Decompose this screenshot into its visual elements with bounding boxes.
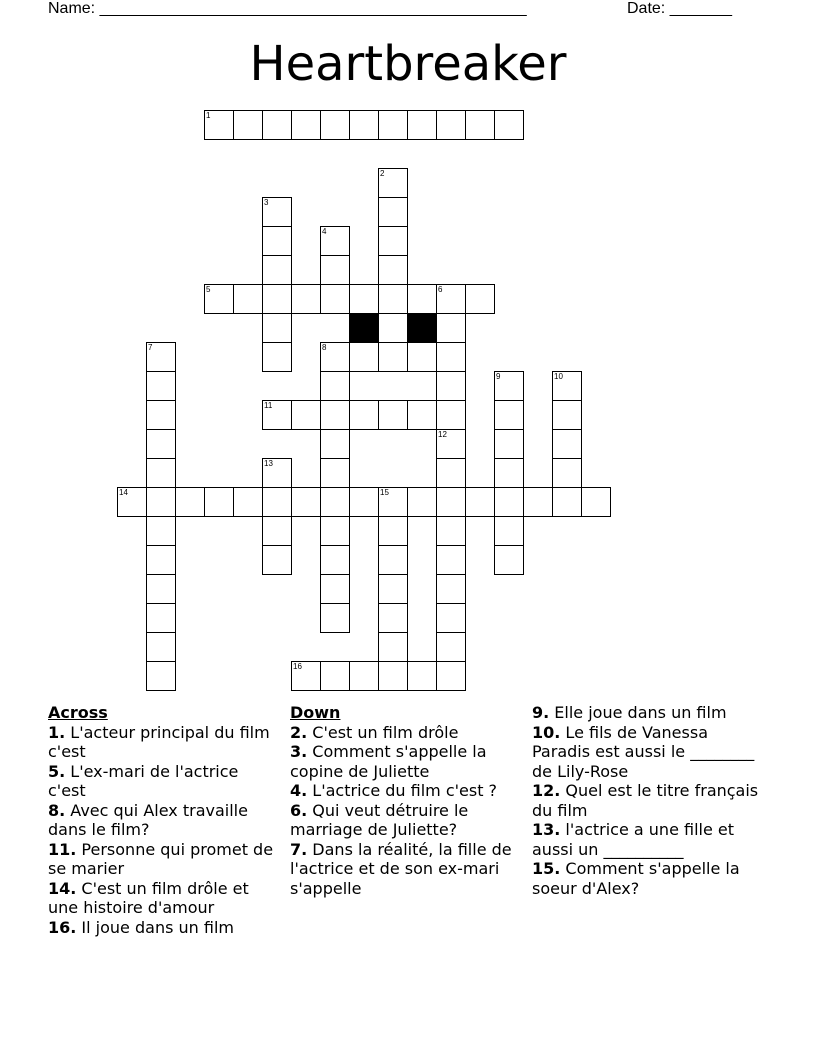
grid-cell[interactable] <box>436 458 466 488</box>
grid-cell[interactable] <box>146 545 176 575</box>
clue-item-number: 10. <box>532 722 561 742</box>
across-clue-list <box>48 723 280 938</box>
grid-cell[interactable] <box>378 603 408 633</box>
grid-cell[interactable] <box>465 487 495 517</box>
clue-item-text: L'acteur principal du film c'est <box>48 722 270 761</box>
grid-cell[interactable] <box>552 429 582 459</box>
grid-cell[interactable] <box>320 487 350 517</box>
grid-cell[interactable] <box>552 458 582 488</box>
clue-number: 12 <box>438 430 447 439</box>
clue-item <box>48 801 280 840</box>
clue-number: 8 <box>322 343 327 352</box>
grid-cell[interactable] <box>378 226 408 256</box>
grid-cell[interactable] <box>436 429 466 459</box>
grid-cell[interactable] <box>494 458 524 488</box>
clue-item-number: 6. <box>290 800 308 820</box>
clue-item <box>532 723 764 782</box>
clue-item-number: 7. <box>290 839 308 859</box>
grid-cell[interactable] <box>407 661 437 691</box>
clue-item <box>48 762 280 801</box>
grid-cell[interactable] <box>494 429 524 459</box>
grid-cell[interactable] <box>204 284 234 314</box>
grid-cell[interactable] <box>146 429 176 459</box>
grid-cell[interactable] <box>378 168 408 198</box>
grid-cell[interactable] <box>523 487 553 517</box>
grid-cell[interactable] <box>436 313 466 343</box>
clue-item <box>48 723 280 762</box>
grid-cell[interactable] <box>262 545 292 575</box>
clue-item-text: Quel est le titre français du film <box>532 781 759 820</box>
clue-item-number: 15. <box>532 859 561 878</box>
clue-number: 4 <box>322 227 327 236</box>
clue-item-text: Le fils de Vanessa Paradis est aussi le ________ de Lily-Rose <box>532 722 755 781</box>
clue-item-number: 9. <box>532 703 550 722</box>
clue-item <box>290 840 525 899</box>
clue-item-text: Qui veut détruire le marriage de Juliette? <box>290 800 469 839</box>
grid-cell[interactable] <box>407 342 437 372</box>
clue-item <box>532 859 764 898</box>
grid-cell[interactable] <box>378 545 408 575</box>
grid-cell[interactable] <box>407 487 437 517</box>
grid-cell[interactable] <box>117 487 147 517</box>
grid-cell[interactable] <box>146 516 176 546</box>
grid-cell[interactable] <box>204 487 234 517</box>
grid-cell[interactable] <box>320 110 350 140</box>
grid-cell[interactable] <box>436 487 466 517</box>
down-clues-continued <box>532 703 764 898</box>
grid-cell[interactable] <box>407 400 437 430</box>
clue-item-text: C'est un film drôle et une histoire d'amour <box>48 878 249 917</box>
clue-item-number: 14. <box>48 878 77 898</box>
grid-cell[interactable] <box>581 487 611 517</box>
grid-cell[interactable] <box>378 516 408 546</box>
grid-cell[interactable] <box>320 226 350 256</box>
grid-cell[interactable] <box>407 284 437 314</box>
grid-block <box>349 313 379 343</box>
grid-cell[interactable] <box>378 400 408 430</box>
grid-cell[interactable] <box>262 255 292 285</box>
grid-cell[interactable] <box>262 487 292 517</box>
grid-cell[interactable] <box>262 226 292 256</box>
grid-cell[interactable] <box>494 110 524 140</box>
clue-item <box>48 879 280 918</box>
clue-item <box>532 781 764 820</box>
clue-item-number: 8. <box>48 800 66 820</box>
grid-cell[interactable] <box>320 661 350 691</box>
name-field-label: Name: ________________________________________________ <box>48 0 527 17</box>
grid-cell[interactable] <box>320 255 350 285</box>
grid-cell[interactable] <box>262 284 292 314</box>
grid-cell[interactable] <box>552 371 582 401</box>
grid-cell[interactable] <box>262 110 292 140</box>
across-heading: Across <box>48 703 108 722</box>
clue-number: 6 <box>438 285 443 294</box>
grid-cell[interactable] <box>175 487 205 517</box>
grid-cell[interactable] <box>494 400 524 430</box>
clue-item-text: Avec qui Alex travaille dans le film? <box>48 800 248 839</box>
clue-number: 9 <box>496 372 501 381</box>
clue-item-text: L'ex-mari de l'actrice c'est <box>48 761 239 800</box>
grid-block <box>407 313 437 343</box>
grid-cell[interactable] <box>320 603 350 633</box>
grid-cell[interactable] <box>233 487 263 517</box>
grid-cell[interactable] <box>349 284 379 314</box>
grid-cell[interactable] <box>349 342 379 372</box>
clue-number: 14 <box>119 488 128 497</box>
grid-cell[interactable] <box>378 574 408 604</box>
grid-cell[interactable] <box>378 661 408 691</box>
grid-cell[interactable] <box>233 284 263 314</box>
grid-cell[interactable] <box>436 574 466 604</box>
grid-cell[interactable] <box>262 516 292 546</box>
grid-cell[interactable] <box>320 284 350 314</box>
clue-item-number: 2. <box>290 722 308 742</box>
grid-cell[interactable] <box>494 545 524 575</box>
grid-cell[interactable] <box>349 661 379 691</box>
grid-cell[interactable] <box>320 516 350 546</box>
page-title: Heartbreaker <box>249 36 567 92</box>
grid-cell[interactable] <box>262 313 292 343</box>
clue-item <box>48 918 280 938</box>
grid-cell[interactable] <box>436 516 466 546</box>
grid-cell[interactable] <box>204 110 234 140</box>
clue-item <box>290 801 525 840</box>
clue-number: 7 <box>148 343 153 352</box>
grid-cell[interactable] <box>262 458 292 488</box>
clue-item-text: Comment s'appelle la soeur d'Alex? <box>532 859 740 898</box>
grid-cell[interactable] <box>146 661 176 691</box>
clue-item <box>290 723 525 743</box>
grid-cell[interactable] <box>465 284 495 314</box>
grid-cell[interactable] <box>378 284 408 314</box>
clue-item-number: 11. <box>48 839 77 859</box>
down-clue-list <box>290 723 525 899</box>
grid-cell[interactable] <box>146 574 176 604</box>
grid-cell[interactable] <box>349 487 379 517</box>
down-heading: Down <box>290 703 341 722</box>
grid-cell[interactable] <box>291 661 321 691</box>
grid-cell[interactable] <box>262 400 292 430</box>
grid-cell[interactable] <box>291 284 321 314</box>
grid-cell[interactable] <box>291 487 321 517</box>
clue-item-number: 5. <box>48 761 66 781</box>
clue-number: 1 <box>206 111 211 120</box>
grid-cell[interactable] <box>320 342 350 372</box>
across-clues <box>48 703 280 937</box>
clue-item-text: Il joue dans un film <box>76 917 234 937</box>
clue-item <box>290 742 525 781</box>
grid-cell[interactable] <box>349 400 379 430</box>
clue-item <box>532 703 764 723</box>
down-clue-list-continued <box>532 703 764 898</box>
grid-cell[interactable] <box>552 400 582 430</box>
clue-item-number: 12. <box>532 781 561 800</box>
grid-cell[interactable] <box>146 400 176 430</box>
grid-cell[interactable] <box>407 110 437 140</box>
grid-cell[interactable] <box>436 545 466 575</box>
clue-item-text: C'est un film drôle <box>307 722 459 742</box>
grid-cell[interactable] <box>378 342 408 372</box>
grid-cell[interactable] <box>378 197 408 227</box>
grid-cell[interactable] <box>146 371 176 401</box>
grid-cell[interactable] <box>494 487 524 517</box>
grid-cell[interactable] <box>320 371 350 401</box>
grid-cell[interactable] <box>320 574 350 604</box>
clue-number: 15 <box>380 488 389 497</box>
grid-cell[interactable] <box>262 342 292 372</box>
grid-cell[interactable] <box>320 429 350 459</box>
clue-number: 10 <box>554 372 563 381</box>
clue-item-text: l'actrice a une fille et aussi un __________ <box>532 820 735 859</box>
clue-number: 16 <box>293 662 302 671</box>
clue-item-text: Personne qui promet de se marier <box>48 839 274 878</box>
grid-cell[interactable] <box>262 197 292 227</box>
clue-number: 2 <box>380 169 385 178</box>
clue-number: 11 <box>264 401 273 410</box>
grid-cell[interactable] <box>320 545 350 575</box>
grid-cell[interactable] <box>146 458 176 488</box>
clue-item-number: 16. <box>48 917 77 937</box>
grid-cell[interactable] <box>465 110 495 140</box>
grid-cell[interactable] <box>146 342 176 372</box>
grid-cell[interactable] <box>291 400 321 430</box>
clue-item-text: Dans la réalité, la fille de l'actrice et de son ex-mari s'appelle <box>290 839 512 898</box>
clue-item-number: 13. <box>532 820 561 839</box>
clue-item-text: Comment s'appelle la copine de Juliette <box>290 742 487 781</box>
clue-number: 3 <box>264 198 269 207</box>
grid-cell[interactable] <box>378 110 408 140</box>
grid-cell[interactable] <box>320 400 350 430</box>
clue-item <box>290 781 525 801</box>
clue-item-number: 4. <box>290 781 308 800</box>
grid-cell[interactable] <box>349 110 379 140</box>
clue-item-text: Elle joue dans un film <box>549 703 727 722</box>
grid-cell[interactable] <box>378 632 408 662</box>
grid-cell[interactable] <box>146 603 176 633</box>
grid-cell[interactable] <box>378 255 408 285</box>
grid-cell[interactable] <box>146 632 176 662</box>
down-clues <box>290 703 525 898</box>
grid-cell[interactable] <box>436 110 466 140</box>
grid-cell[interactable] <box>552 487 582 517</box>
clue-item <box>48 840 280 879</box>
grid-cell[interactable] <box>146 487 176 517</box>
grid-cell[interactable] <box>494 516 524 546</box>
clue-item-number: 3. <box>290 742 308 761</box>
date-field-label: Date: _______ <box>627 0 732 17</box>
clue-number: 13 <box>264 459 273 468</box>
grid-cell[interactable] <box>436 342 466 372</box>
clue-item <box>532 820 764 859</box>
grid-cell[interactable] <box>291 110 321 140</box>
grid-cell[interactable] <box>320 458 350 488</box>
grid-cell[interactable] <box>494 371 524 401</box>
grid-cell[interactable] <box>378 487 408 517</box>
clue-item-number: 1. <box>48 722 66 742</box>
clue-item-text: L'actrice du film c'est ? <box>307 781 498 800</box>
grid-cell[interactable] <box>436 603 466 633</box>
grid-cell[interactable] <box>436 284 466 314</box>
grid-cell[interactable] <box>378 313 408 343</box>
grid-cell[interactable] <box>233 110 263 140</box>
grid-cell[interactable] <box>436 371 466 401</box>
clue-number: 5 <box>206 285 211 294</box>
grid-cell[interactable] <box>436 661 466 691</box>
grid-cell[interactable] <box>436 400 466 430</box>
grid-cell[interactable] <box>436 632 466 662</box>
